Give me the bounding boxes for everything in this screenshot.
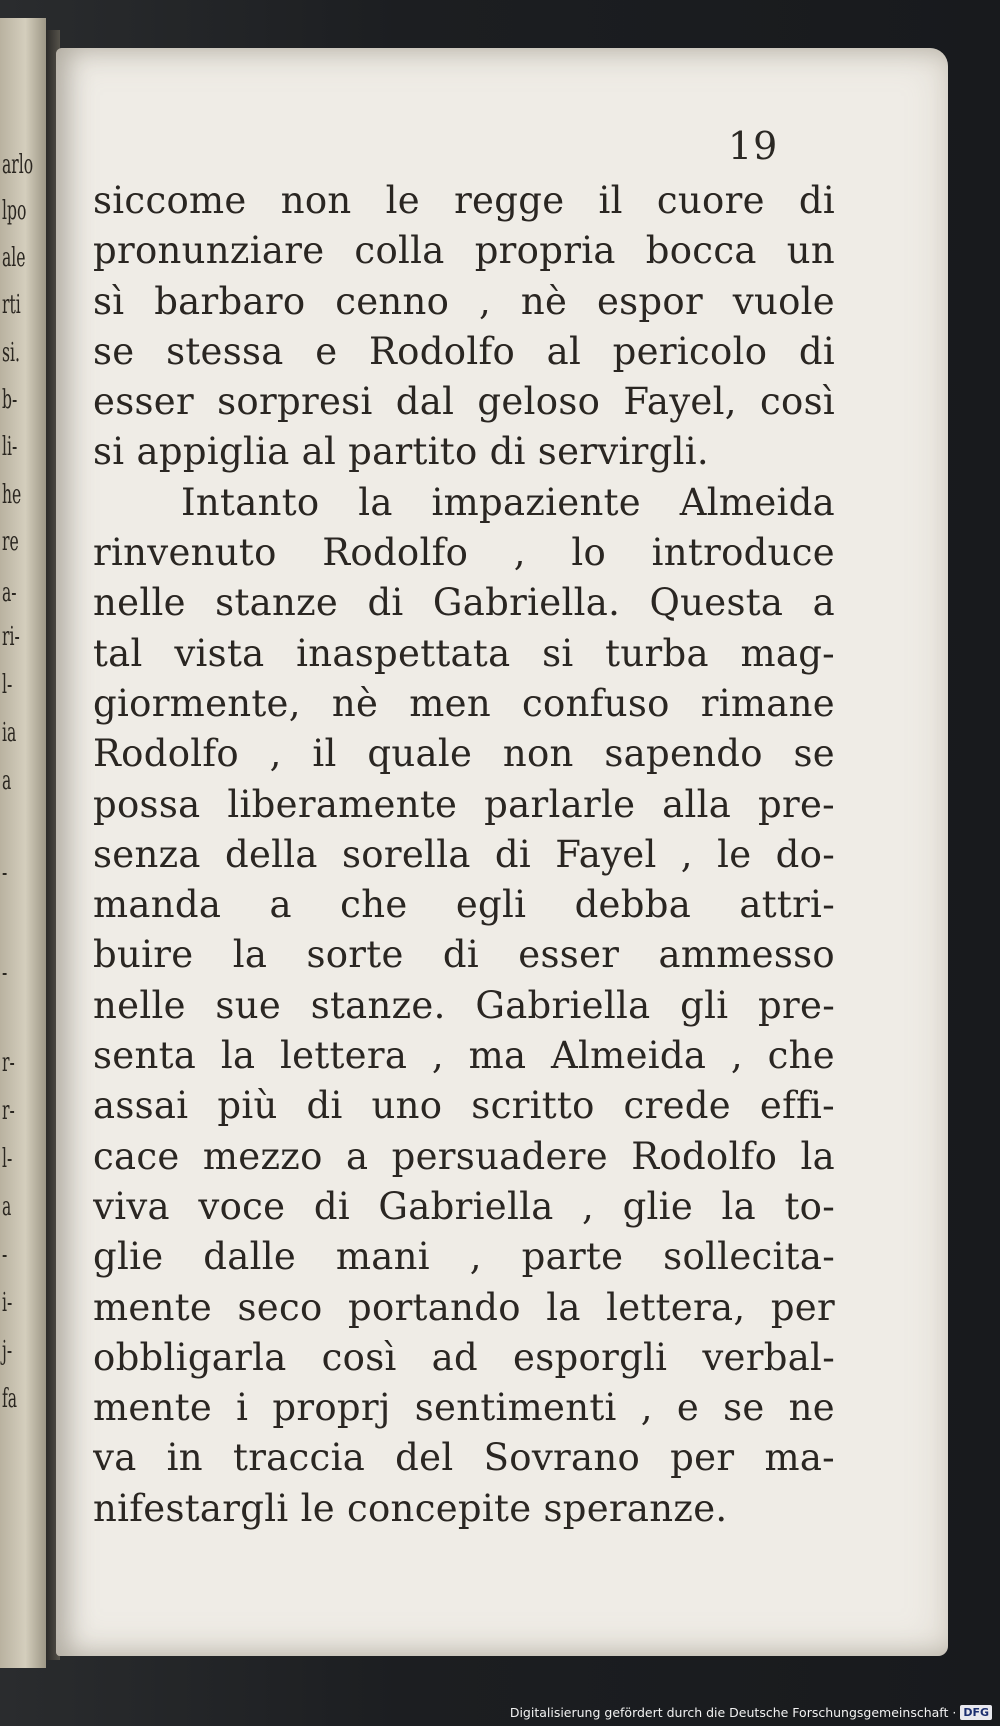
adjacent-page-fragment: a <box>2 1192 12 1222</box>
adjacent-page-fragment: fa <box>2 1384 18 1414</box>
text-line: esser sorpresi dal geloso Fayel, così <box>93 380 835 424</box>
adjacent-page-fragment: i- <box>2 1288 13 1318</box>
adjacent-page-fragment: ri- <box>2 622 20 652</box>
paragraph-start-line: Intanto la impaziente Almeida <box>181 480 835 524</box>
text-line: buire la sorte di esser ammesso <box>93 933 835 977</box>
adjacent-page-fragment: l- <box>2 1144 13 1174</box>
text-line: cace mezzo a persuadere Rodolfo la <box>93 1134 835 1178</box>
adjacent-page-fragment: r- <box>2 1048 15 1078</box>
page-number: 19 <box>728 124 779 168</box>
credit-text: Digitalisierung gefördert durch die Deutsche Forschungsgemeinschaft · <box>509 1705 957 1720</box>
text-line: senza della sorella di Fayel , le do- <box>93 832 835 876</box>
adjacent-page-fragment: lpo <box>2 196 27 226</box>
adjacent-page-fragment: b- <box>2 385 18 415</box>
text-line: pronunziare colla propria bocca un <box>93 229 835 273</box>
text-line: siccome non le regge il cuore di <box>93 179 835 222</box>
text-line: Rodolfo , il quale non sapendo se <box>93 732 835 776</box>
adjacent-page-fragment: j- <box>2 1336 13 1366</box>
adjacent-page-fragment: a <box>2 766 12 796</box>
text-line: senta la lettera , ma Almeida , che <box>93 1034 835 1078</box>
text-line: si appiglia al partito di servirgli. <box>93 430 709 474</box>
text-line: se stessa e Rodolfo al pericolo di <box>93 329 835 373</box>
text-line: nifestargli le concepite speranze. <box>93 1486 728 1530</box>
digitization-credit <box>510 1705 992 1720</box>
adjacent-page-edge <box>0 18 46 1668</box>
adjacent-page-fragment: ia <box>2 718 17 748</box>
adjacent-page-fragment: si. <box>2 338 20 368</box>
adjacent-page-fragment: he <box>2 480 22 510</box>
text-line: possa liberamente parlarle alla pre- <box>93 782 835 826</box>
text-line: mente seco portando la lettera, per <box>93 1285 835 1329</box>
adjacent-page-fragment: ale <box>2 243 26 273</box>
text-line: mente i proprj sentimenti , e se ne <box>93 1386 835 1430</box>
adjacent-page-fragment: a- <box>2 578 17 608</box>
adjacent-page-fragment: - <box>2 958 8 988</box>
text-line: nelle stanze di Gabriella. Questa a <box>93 581 835 625</box>
page-text <box>93 176 835 1534</box>
text-line: manda a che egli debba attri- <box>93 883 835 927</box>
text-line: sì barbaro cenno , nè espor vuole <box>93 279 835 323</box>
adjacent-page-fragment: arlo <box>2 150 34 180</box>
text-line: obbligarla così ad esporgli verbal- <box>93 1335 835 1379</box>
text-line: va in traccia del Sovrano per ma- <box>93 1436 835 1480</box>
text-line: nelle sue stanze. Gabriella gli pre- <box>93 983 835 1027</box>
adjacent-page-fragment: li- <box>2 432 18 462</box>
text-line: viva voce di Gabriella , glie la to- <box>93 1184 835 1228</box>
adjacent-page-fragment: rti <box>2 290 21 320</box>
adjacent-page-fragment: l- <box>2 670 13 700</box>
text-line: tal vista inaspettata si turba mag- <box>93 631 835 675</box>
text-line: giormente, nè men confuso rimane <box>93 681 835 725</box>
adjacent-page-fragment: - <box>2 858 8 888</box>
adjacent-page-fragment: r- <box>2 1096 15 1126</box>
dfg-logo: DFG <box>960 1705 992 1720</box>
text-line: assai più di uno scritto crede effi- <box>93 1084 835 1128</box>
text-line: glie dalle mani , parte sollecita- <box>93 1235 835 1279</box>
adjacent-page-fragment: - <box>2 1240 8 1270</box>
text-line: rinvenuto Rodolfo , lo introduce <box>93 531 835 575</box>
adjacent-page-fragment: re <box>2 527 19 557</box>
